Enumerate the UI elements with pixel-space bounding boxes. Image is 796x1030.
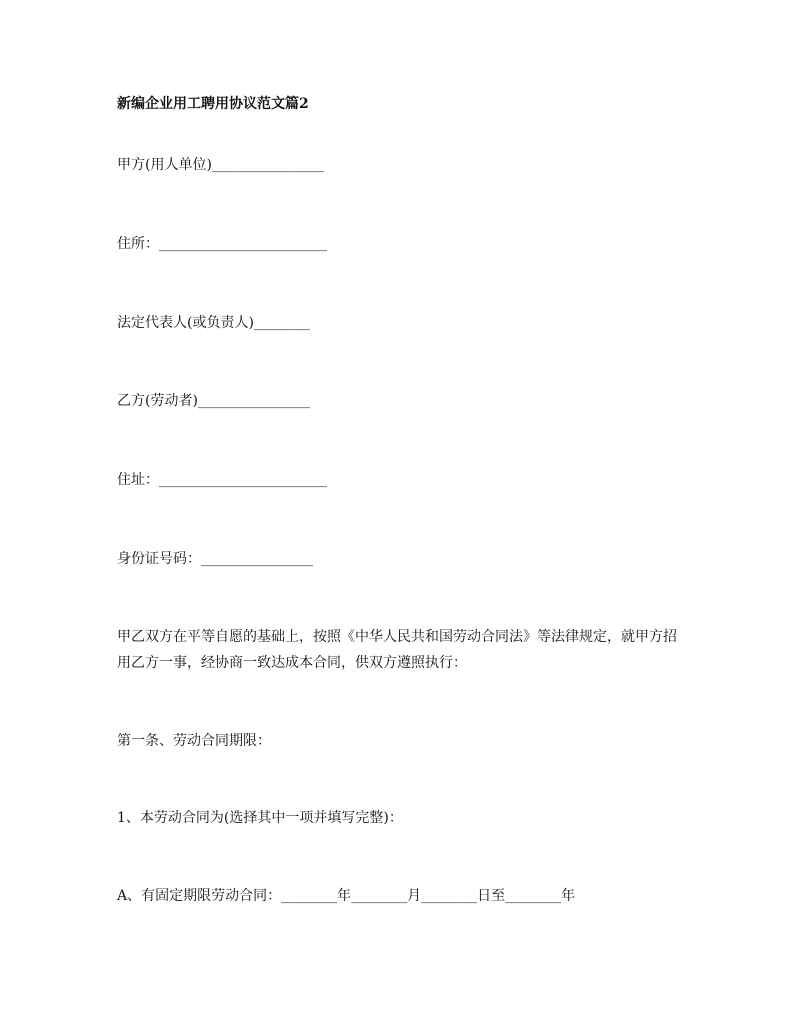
intro-paragraph: 甲乙双方在平等自愿的基础上，按照《中华人民共和国劳动合同法》等法律规定，就甲方招用乙方一事，经协商一致达成本合同，供双方遵照执行： xyxy=(117,629,677,671)
address-a-field: 住所：________________________ xyxy=(117,236,327,252)
article-1-heading: 第一条、劳动合同期限： xyxy=(117,733,271,749)
id-number-field: 身份证号码：________________ xyxy=(117,551,313,567)
legal-representative-field: 法定代表人(或负责人)________ xyxy=(117,315,310,331)
document-title: 新编企业用工聘用协议范文篇2 xyxy=(117,96,309,112)
clause-1: 1、本劳动合同为(选择其中一项并填写完整)： xyxy=(117,810,403,826)
party-a-field: 甲方(用人单位)________________ xyxy=(117,157,324,173)
option-a-fixed-term: A、有固定期限劳动合同：________年________月________日至________年 xyxy=(117,888,576,904)
address-b-field: 住址：________________________ xyxy=(117,472,327,488)
party-b-field: 乙方(劳动者)________________ xyxy=(117,393,310,409)
